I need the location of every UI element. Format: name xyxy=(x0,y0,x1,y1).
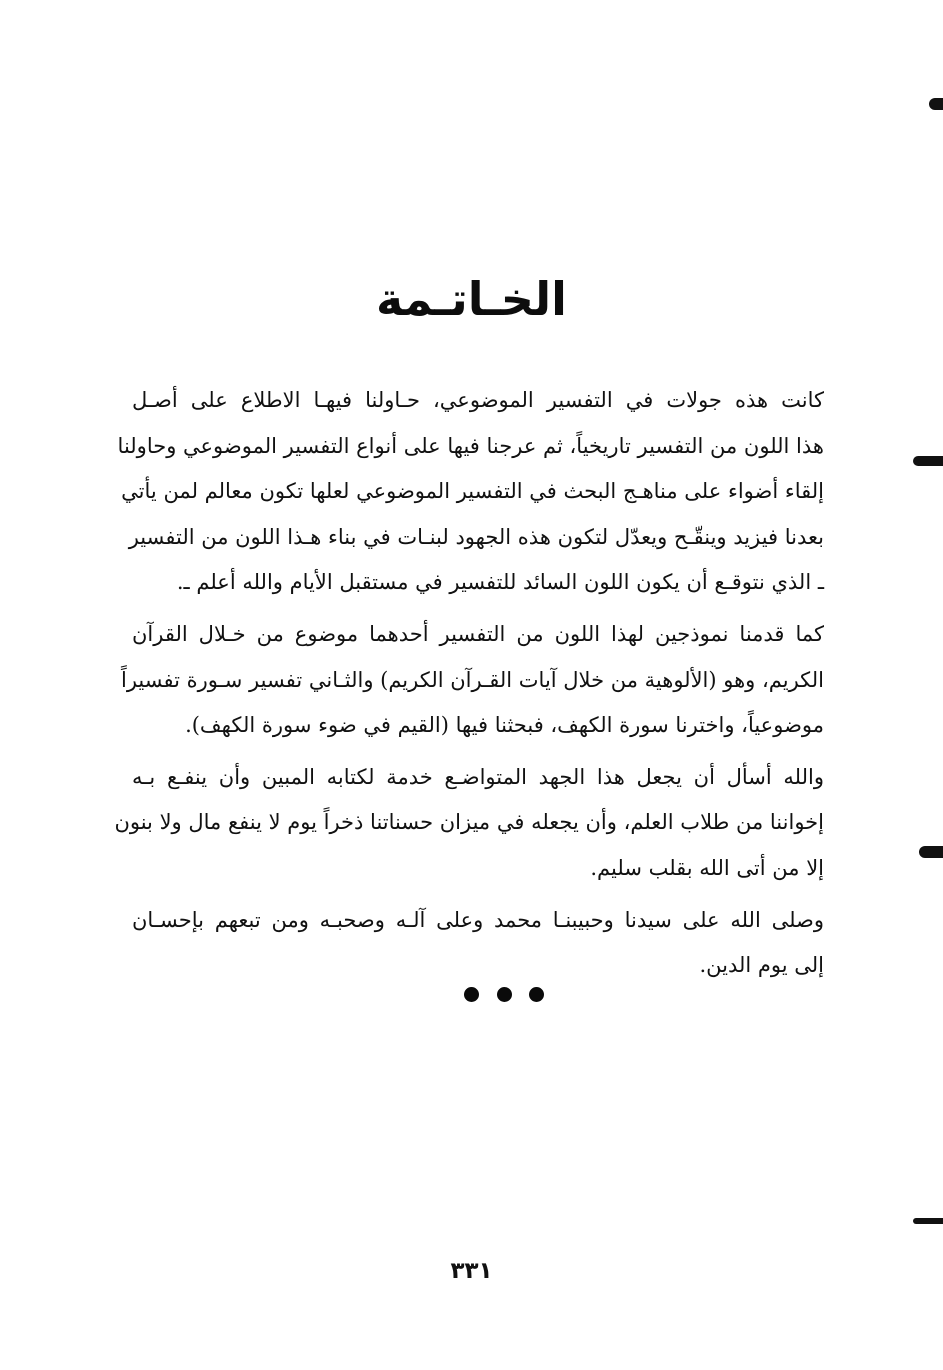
text-line: إخواننا من طلاب العلم، وأن يجعله في ميزان حسناتنا ذخراً يوم لا ينفع مال ولا بنون xyxy=(114,810,824,835)
paragraph-2 xyxy=(121,612,880,749)
text-line: كانت هذه جولات في التفسير الموضوعي، حـاولنا فيهـا الاطلاع على أصـل xyxy=(132,388,824,412)
text-line: كما قدمنا نموذجين لهذا اللون من التفسير أحدهما موضوع من خـلال القرآن xyxy=(132,621,824,646)
text-line: الكريم، وهو (الألوهية من خلال آيات القـرآن الكريم) والثـاني تفسير سـورة تفسيراً xyxy=(121,667,824,692)
ornament-dot xyxy=(529,987,544,1002)
text-line: إلا من أتى الله بقلب سليم. xyxy=(590,855,824,880)
scan-edge-mark xyxy=(913,456,943,466)
text-line: بعدنا فيزيد وينقّـح ويعدّل لتكون هذه الجهود لبنـات في بناء هـذا اللون من التفسير xyxy=(128,524,824,549)
ornament-dot xyxy=(497,987,512,1002)
ornament-dot xyxy=(464,987,479,1002)
paragraph-3 xyxy=(114,755,880,892)
page-number: ٣٣١ xyxy=(450,1258,493,1284)
text-line: إلقاء أضواء على مناهـج البحث في التفسير الموضوعي لعلها تكون معالم لمن يأتي xyxy=(121,479,824,504)
text-line: إلى يوم الدين. xyxy=(699,953,824,978)
text-line: وصلى الله على سيدنا وحبيبنـا محمد وعلى آلـه وصحبـه ومن تبعهم بإحسـان xyxy=(132,907,824,932)
scan-edge-mark xyxy=(913,1218,943,1224)
scan-edge-mark xyxy=(919,846,943,858)
text-line: هذا اللون من التفسير تاريخياً، ثم عرجنا فيها على أنواع التفسير الموضوعي وحاولنا xyxy=(117,433,824,458)
section-end-ornament xyxy=(464,984,544,1004)
text-line: ـ الذي نتوقـع أن يكون اللون السائد للتفسير في مستقبل الأيام والله أعلم ـ. xyxy=(176,570,824,595)
text-line: موضوعياً، واخترنا سورة الكهف، فبحثنا فيها (القيم في ضوء سورة الكهف). xyxy=(185,713,824,738)
page-title: الخـاتـمة xyxy=(376,272,567,326)
body-text xyxy=(114,378,880,995)
paragraph-1 xyxy=(117,378,880,606)
scan-edge-mark xyxy=(929,98,943,110)
text-line: والله أسأل أن يجعل هذا الجهد المتواضـع خدمة لكتابه المبين وأن ينفـع بـه xyxy=(132,764,824,789)
paragraph-4 xyxy=(132,898,880,989)
